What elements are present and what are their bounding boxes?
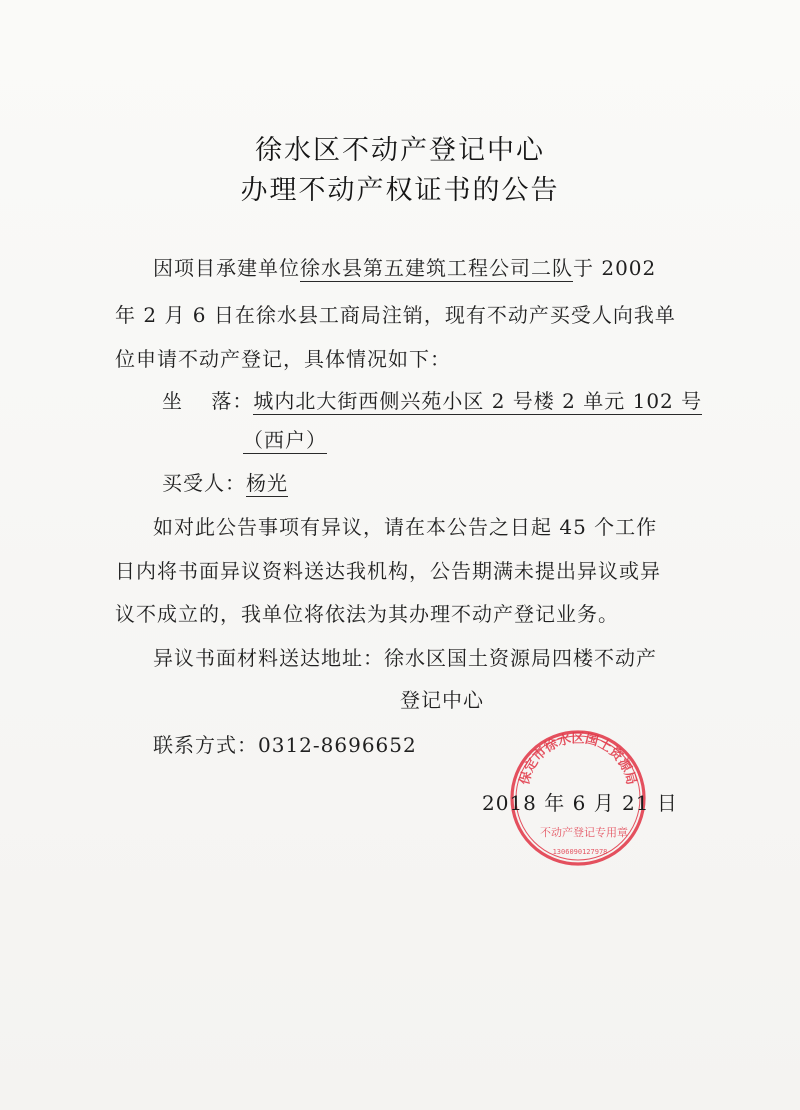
buyer-label: 买受人： <box>162 471 246 495</box>
paragraph-1-line-1 <box>153 252 656 281</box>
company-name: 徐水县第五建筑工程公司二队 <box>300 256 573 280</box>
notice-date: 2018 年 6 月 21 日 <box>482 791 678 815</box>
address-line-2: 登记中心 <box>400 688 484 712</box>
location-row <box>162 385 702 414</box>
location-value: 城内北大街西侧兴苑小区 2 号楼 2 单元 102 号 <box>253 389 703 413</box>
p1-prefix: 因项目承建单位 <box>153 256 300 280</box>
paragraph-2-line-3: 议不成立的，我单位将依法为其办理不动产登记业务。 <box>115 602 619 626</box>
address-line-1: 异议书面材料送达地址：徐水区国土资源局四楼不动产 <box>153 646 657 670</box>
location-label: 坐 落： <box>162 389 254 413</box>
paragraph-2-line-2: 日内将书面异议资料送达我机构，公告期满未提出异议或异 <box>115 559 661 583</box>
title-line-1: 徐水区不动产登记中心 <box>255 135 545 166</box>
paragraph-2-line-1: 如对此公告事项有异议，请在本公告之日起 45 个工作 <box>153 515 658 539</box>
p1-suffix: 于 2002 <box>573 256 657 280</box>
paragraph-1-line-3: 位申请不动产登记，具体情况如下： <box>115 347 451 371</box>
location-row-2 <box>243 424 327 453</box>
paragraph-1-line-2: 年 2 月 6 日在徐水县工商局注销，现有不动产买受人向我单 <box>115 303 676 327</box>
seal-number: 1306090127978 <box>552 848 608 856</box>
location-value-2: （西户） <box>243 428 327 452</box>
contact-line: 联系方式：0312-8696652 <box>153 733 417 757</box>
buyer-row <box>162 467 288 496</box>
seal-arc-text: 保定市徐水区国土资源局 <box>517 731 639 787</box>
buyer-value: 杨光 <box>246 471 288 495</box>
seal-subtext: 不动产登记专用章 <box>540 826 628 839</box>
title-line-2: 办理不动产权证书的公告 <box>240 175 560 206</box>
